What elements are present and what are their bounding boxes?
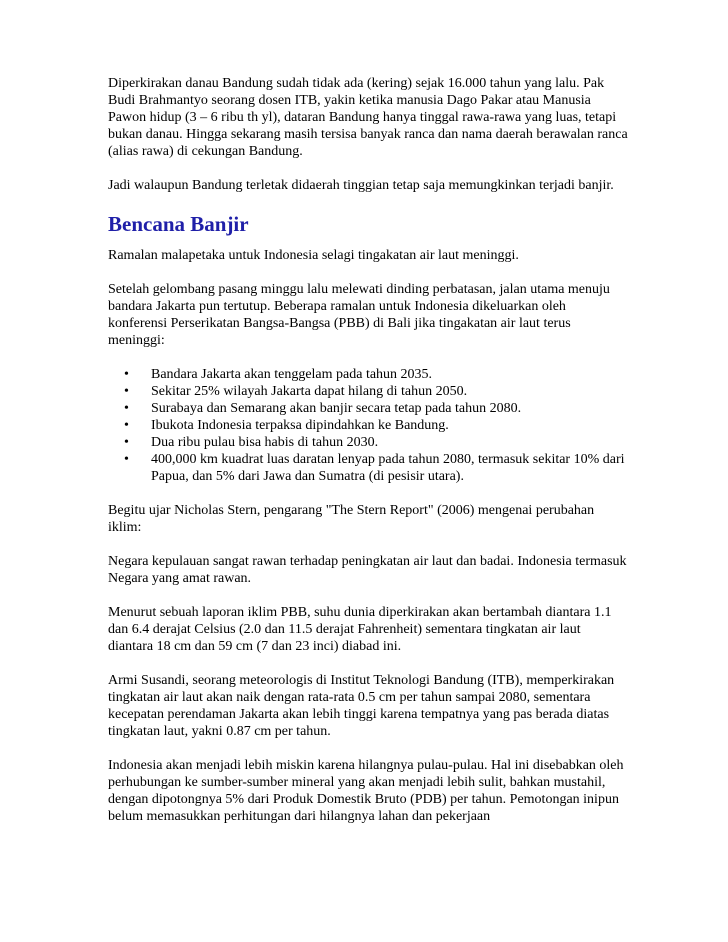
list-item: • 400,000 km kuadrat luas daratan lenyap pada tahun 2080, termasuk sekitar 10% dari Papua, dan 5% dari Jawa dan Sumatra (di pesisir utara). <box>124 452 625 484</box>
bullet-icon: • <box>124 384 129 399</box>
bullet-icon: • <box>124 418 129 433</box>
paragraph-gelombang-pasang: Setelah gelombang pasang minggu lalu melewati dinding perbatasan, jalan utama menuju bandara Jakarta pun tertutup. Beberapa ramalan untuk Indonesia dikeluarkan oleh konferensi Perserikatan Bangsa-Bangsa (PBB) di Bali jika tingakatan air laut terus meninggi: <box>108 282 610 348</box>
paragraph-danau-bandung: Diperkirakan danau Bandung sudah tidak ada (kering) sejak 16.000 tahun yang lalu. Pak Budi Brahmantyo seorang dosen ITB, yakin ketika manusia Dago Pakar atau Manusia Pawon hidup (3 – 6 ribu th yl), dataran Bandung hanya tinggal rawa-rawa yang luas, tetapi bukan danau. Hingga sekarang masih tersisa banyak ranca dan nama daerah berawalan ranca (alias rawa) di cekungan Bandung. <box>108 76 628 159</box>
bullet-icon: • <box>124 401 129 416</box>
paragraph-armi-susandi: Armi Susandi, seorang meteorologis di Institut Teknologi Bandung (ITB), memperkirakan tingkatan air laut akan naik dengan rata-rata 0.5 cm per tahun sampai 2080, sementara kecepatan perendaman Jakarta akan lebih tinggi karena tempatnya yang pas berada diatas tingkatan laut, yakni 0.87 cm per tahun. <box>108 673 615 739</box>
section-heading: Bencana Banjir <box>108 212 249 236</box>
prediction-list <box>108 366 628 485</box>
list-item: • Dua ribu pulau bisa habis di tahun 2030. <box>124 435 379 450</box>
paragraph-indonesia-miskin: Indonesia akan menjadi lebih miskin karena hilangnya pulau-pulau. Hal ini disebabkan oleh perhubungan ke sumber-sumber mineral yang akan menjadi lebih sulit, bahkan mustahil, dengan dipotongnya 5% dari Produk Domestik Bruto (PDB) per tahun. Pemotongan inipun belum memasukkan perhitungan dari hilangnya lahan dan pekerjaan <box>108 758 624 824</box>
list-item: • Sekitar 25% wilayah Jakarta dapat hilang di tahun 2050. <box>124 384 468 399</box>
paragraph-negara-kepulauan: Negara kepulauan sangat rawan terhadap peningkatan air laut dan badai. Indonesia termasuk Negara yang amat rawan. <box>108 554 627 586</box>
list-item: • Surabaya dan Semarang akan banjir secara tetap pada tahun 2080. <box>124 401 522 416</box>
bullet-icon: • <box>124 367 129 382</box>
list-item: • Ibukota Indonesia terpaksa dipindahkan ke Bandung. <box>124 418 449 433</box>
bullet-icon: • <box>124 435 129 450</box>
paragraph-laporan-iklim: Menurut sebuah laporan iklim PBB, suhu dunia diperkirakan akan bertambah diantara 1.1 dan 6.4 derajat Celsius (2.0 dan 11.5 derajat Fahrenheit) sementara tingkatan air laut diantara 18 cm dan 59 cm (7 dan 23 inci) diabad ini. <box>108 605 612 654</box>
bullet-icon: • <box>124 452 129 467</box>
paragraph-bandung-banjir: Jadi walaupun Bandung terletak didaerah tinggian tetap saja memungkinkan terjadi banjir. <box>108 178 614 193</box>
document-page <box>108 75 628 842</box>
list-item: • Bandara Jakarta akan tenggelam pada tahun 2035. <box>124 367 433 382</box>
paragraph-stern: Begitu ujar Nicholas Stern, pengarang "The Stern Report" (2006) mengenai perubahan iklim: <box>108 503 595 535</box>
paragraph-ramalan: Ramalan malapetaka untuk Indonesia selagi tingakatan air laut meninggi. <box>108 248 519 263</box>
